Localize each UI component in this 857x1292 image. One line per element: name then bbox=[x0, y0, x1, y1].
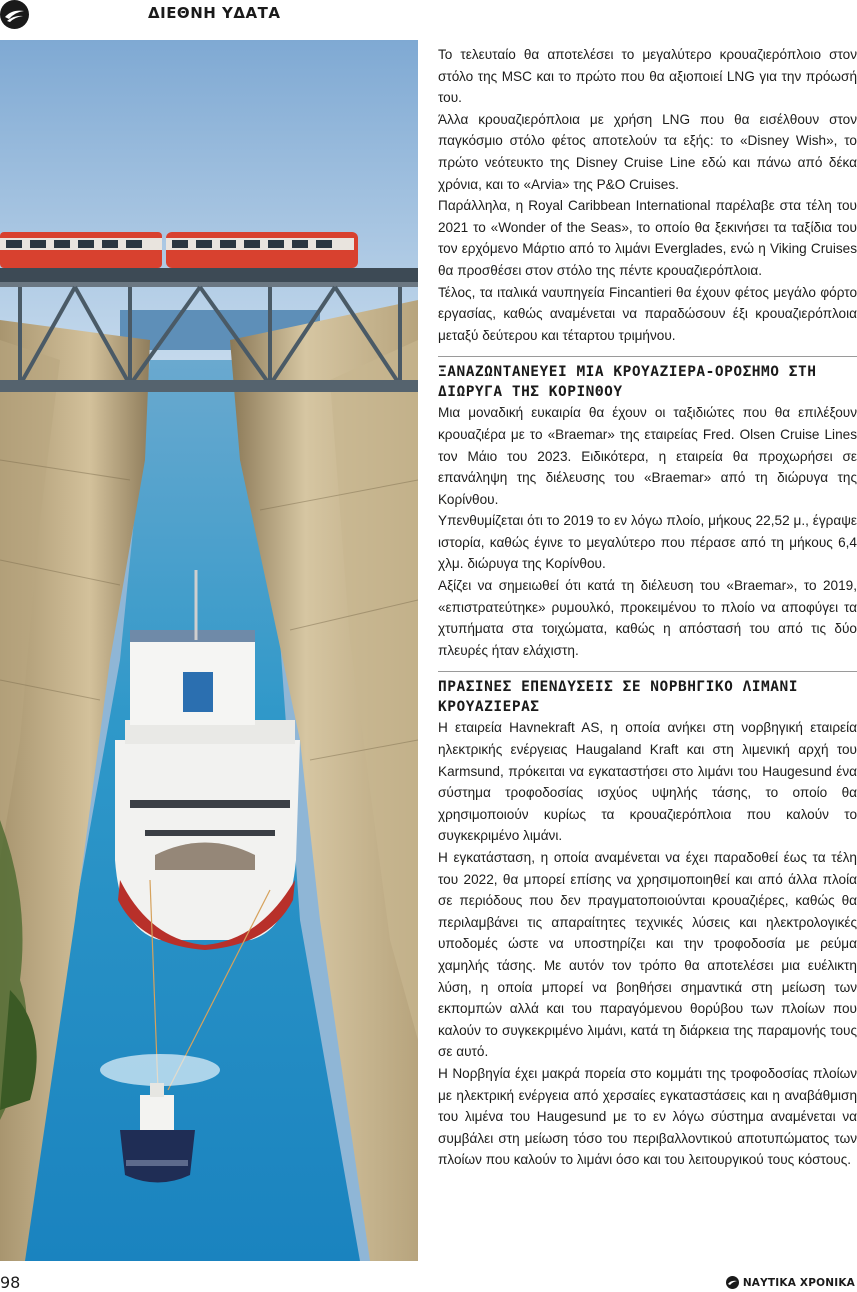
section2-paragraph: Η εταιρεία Havnekraft AS, η οποία ανήκει στη νορβηγική εταιρεία ηλεκτρικής ενέργειας Haugaland Kraft και στη λιμενική αρχή του Karmsund, πρόκειται να εγκαταστήσει στο λιμάνι του Haugesund ένα σύστημα τροφοδοσίας ισχύος υψηλής τάσης, το οποίο θα χρησιμοποιούν κυρίως τα κρουαζιερόπλοια που καλούν το συγκεκριμένο λιμάνι. bbox=[438, 720, 857, 844]
brand-name: ΝΑΥΤΙΚΑ ΧΡΟΝΙΚΑ bbox=[742, 1276, 855, 1289]
section2-heading: ΠΡΑΣΙΝΕΣ ΕΠΕΝΔΥΣΕΙΣ ΣΕ ΝΟΡΒΗΓΙΚΟ ΛΙΜΑΝΙ ΚΡΟΥΑΖΙΕΡΑΣ bbox=[438, 679, 798, 716]
section1-paragraph: Υπενθυμίζεται ότι το 2019 το εν λόγω πλοίο, μήκους 22,52 μ., έγραψε ιστορία, καθώς έγινε το μεγαλύτερο που πέρασε από τη μήκους 6,4 χλμ. διώρυγα της Κορίνθου. bbox=[438, 513, 857, 572]
intro-paragraph: Το τελευταίο θα αποτελέσει το μεγαλύτερο κρουαζιερόπλοιο στον στόλο της MSC και το πρώτο που θα αξιοποιεί LNG για την πρόωσή του. bbox=[438, 47, 857, 106]
section1-paragraph: Αξίζει να σημειωθεί ότι κατά τη διέλευση του «Braemar», το 2019, «επιστρατεύτηκε» ρυμουλκό, προκειμένου το πλοίο να αποφύγει τα χτυπήματα στα τοιχώματα, καθώς η απόστασή του από τις δύο πλευρές ήταν ελάχιστη. bbox=[438, 578, 857, 658]
section1-heading: ΞΑΝΑΖΩΝΤΑΝΕΥΕΙ ΜΙΑ ΚΡΟΥΑΖΙΕΡΑ-ΟΡΟΣΗΜΟ ΣΤΗ ΔΙΩΡΥΓΑ ΤΗΣ ΚΟΡΙΝΘΟΥ bbox=[438, 364, 817, 401]
intro-paragraph: Παράλληλα, η Royal Caribbean International παρέλαβε στα τέλη του 2021 το «Wonder of the Seas», το οποίο θα ξεκινήσει τα ταξίδια του τον ερχόμενο Μάρτιο από το λιμάνι Everglades, ενώ η Viking Cruises θα προσθέσει στον στόλο της πέντε κρουαζιερόπλοια. bbox=[438, 198, 857, 278]
page-number: 98 bbox=[0, 1273, 21, 1292]
footer-brand bbox=[726, 1276, 855, 1289]
section-title: ΔΙΕΘΝΗ ΥΔΑΤΑ bbox=[148, 4, 281, 22]
section1-paragraph: Μια μοναδική ευκαιρία θα έχουν οι ταξιδιώτες που θα επιλέξουν κρουαζιέρα με το «Braemar» της εταιρείας Fred. Olsen Cruise Lines τον Μάιο του 2023. Ειδικότερα, η εταιρεία θα προχωρήσει σε επανάληψη της διέλευσης του «Braemar» από τη διώρυγα της Κορίνθου. bbox=[438, 405, 857, 507]
corinth-canal-photo bbox=[0, 40, 418, 1261]
magazine-logo-icon bbox=[0, 0, 29, 29]
intro-paragraph: Τέλος, τα ιταλικά ναυπηγεία Fincantieri θα έχουν φέτος μεγάλο φόρτο εργασίας, καθώς αναμένεται να παραδώσουν έξι κρουαζιερόπλοια μεταξύ δεύτερου και τέταρτου τριμήνου. bbox=[438, 284, 857, 343]
section2-paragraph: Η εγκατάσταση, η οποία αναμένεται να έχει παραδοθεί έως τα τέλη του 2022, θα μπορεί επίσης να χρησιμοποιηθεί και από άλλα πλοία σε περιόδους που δεν πραγματοποιούνται κρουαζιέρες, καθώς θα περιλαμβάνει τις απαραίτητες τεχνικές λύσεις και ηλεκτρολογικές υποδομές ώστε να υποστηρίζει και την τροφοδοσία με ρεύμα χαμηλής τάσης. Με αυτόν τον τρόπο θα αποτελέσει μια ευέλικτη λύση, η οποία μπορεί να βοηθήσει σημαντικά στη μείωση των εκπομπών αλλά και του παραγόμενου θορύβου των πλοίων που καλούν το συγκεκριμένο λιμάνι, κατά τη διάρκεια της παραμονής τους σε αυτό. bbox=[438, 850, 857, 1060]
intro-paragraph: Άλλα κρουαζιερόπλοια με χρήση LNG που θα εισέλθουν στον παγκόσμιο στόλο φέτος αποτελούν τα εξής: το «Disney Wish», το πρώτο νεότευκτο της Disney Cruise Line εδώ και πάνω από δέκα χρόνια, και το «Arvia» της P&O Cruises. bbox=[438, 111, 857, 192]
brand-logo-icon bbox=[726, 1276, 739, 1289]
section2-paragraph: Η Νορβηγία έχει μακρά πορεία στο κομμάτι της τροφοδοσίας πλοίων με ηλεκτρική ενέργεια από χερσαίες εγκαταστάσεις και η αναβάθμιση του λιμένα του Haugesund με το εν λόγω σύστημα αναμένεται να συμβάλει στη μείωση τόσο του περιβαλλοντικού αποτυπώματος των πλοίων που καλούν το λιμάνι όσο και του λειτουργικού τους κόστους. bbox=[438, 1065, 857, 1168]
section-divider bbox=[438, 671, 857, 672]
section-divider bbox=[438, 356, 857, 357]
article-column bbox=[438, 44, 857, 1171]
